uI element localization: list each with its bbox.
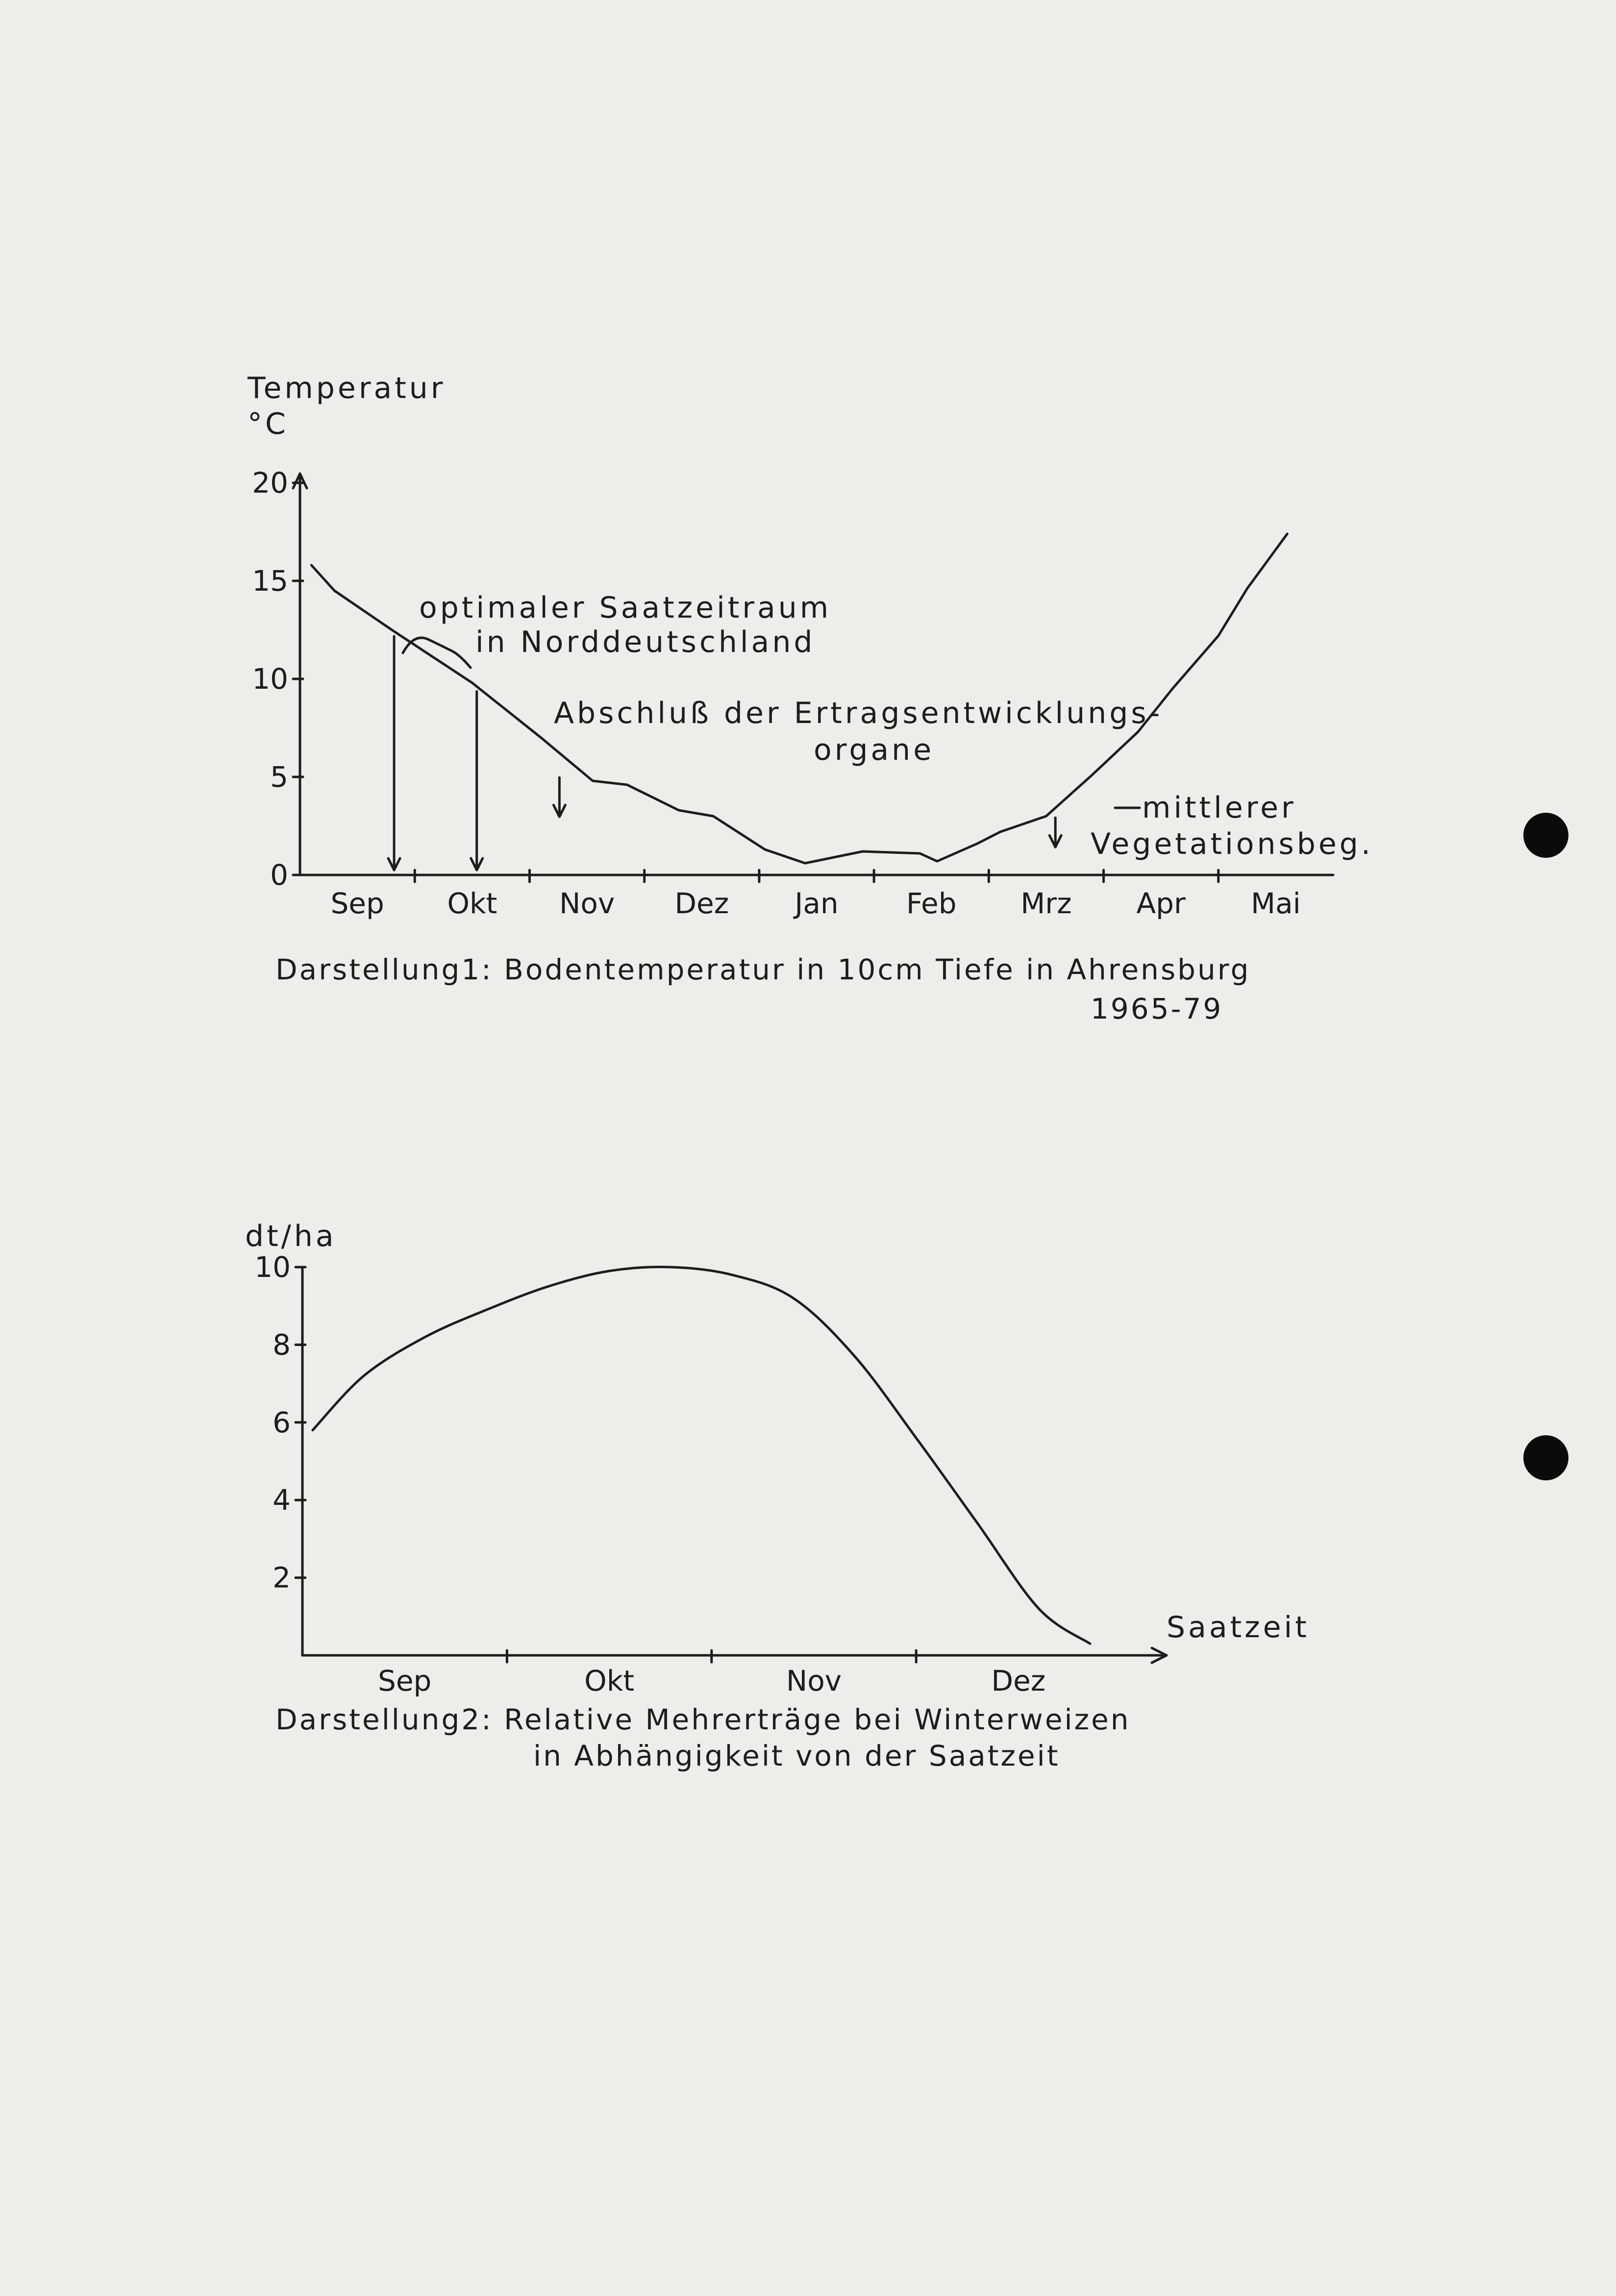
x-tick-label: Jan <box>795 887 839 920</box>
x-tick-label: Feb <box>906 887 957 920</box>
annotation-vegetation-line1: mittlerer <box>1142 791 1296 825</box>
annotation-abschluss-line2: organe <box>814 733 935 767</box>
y-tick-label: 8 <box>273 1328 291 1362</box>
caption-line1: Darstellung1: Bodentemperatur in 10cm Tiefe in Ahrensburg <box>275 953 1251 986</box>
x-tick-label: Nov <box>559 887 615 920</box>
y-axis-label: Temperatur <box>248 371 446 405</box>
x-tick-label: Mai <box>1251 887 1301 920</box>
x-tick-label: Nov <box>786 1664 842 1697</box>
y-tick-label: 5 <box>270 760 288 794</box>
y-tick-label: 20 <box>252 466 288 499</box>
y-tick-label: 10 <box>254 1250 291 1284</box>
yield-curve <box>313 1267 1090 1644</box>
y-axis-label: dt/ha <box>245 1219 337 1253</box>
x-tick-label: Dez <box>674 887 729 920</box>
y-tick-label: 0 <box>270 858 288 892</box>
punch-hole-top <box>1523 813 1568 858</box>
y-tick-label: 2 <box>273 1561 291 1595</box>
x-tick-label: Sep <box>330 887 384 920</box>
x-tick-label: Mrz <box>1020 887 1072 920</box>
annotation-abschluss-line1: Abschluß der Ertragsentwicklungs- <box>554 696 1163 730</box>
caption-line2: 1965-79 <box>1091 992 1223 1025</box>
annotation-saatzeitraum-line1: optimaler Saatzeitraum <box>419 591 832 625</box>
annotation-saatzeitraum-line2: in Norddeutschland <box>475 625 816 659</box>
y-axis-unit: °C <box>248 407 289 441</box>
x-axis-label: Saatzeit <box>1167 1610 1310 1645</box>
y-tick-label: 15 <box>252 564 288 598</box>
x-tick-label: Dez <box>991 1664 1046 1697</box>
annotation-vegetation-line2: Vegetationsbeg. <box>1091 827 1373 861</box>
caption-line1: Darstellung2: Relative Mehrerträge bei Winterweizen <box>275 1703 1131 1736</box>
y-tick-label: 10 <box>252 662 288 696</box>
x-tick-label: Apr <box>1136 887 1186 920</box>
x-tick-label: Okt <box>447 887 497 920</box>
x-tick-label: Okt <box>584 1664 635 1697</box>
punch-hole-bottom <box>1523 1435 1568 1480</box>
x-tick-label: Sep <box>378 1664 432 1697</box>
y-tick-label: 6 <box>273 1405 291 1439</box>
y-tick-label: 4 <box>273 1483 291 1517</box>
caption-line2: in Abhängigkeit von der Saatzeit <box>533 1739 1060 1772</box>
